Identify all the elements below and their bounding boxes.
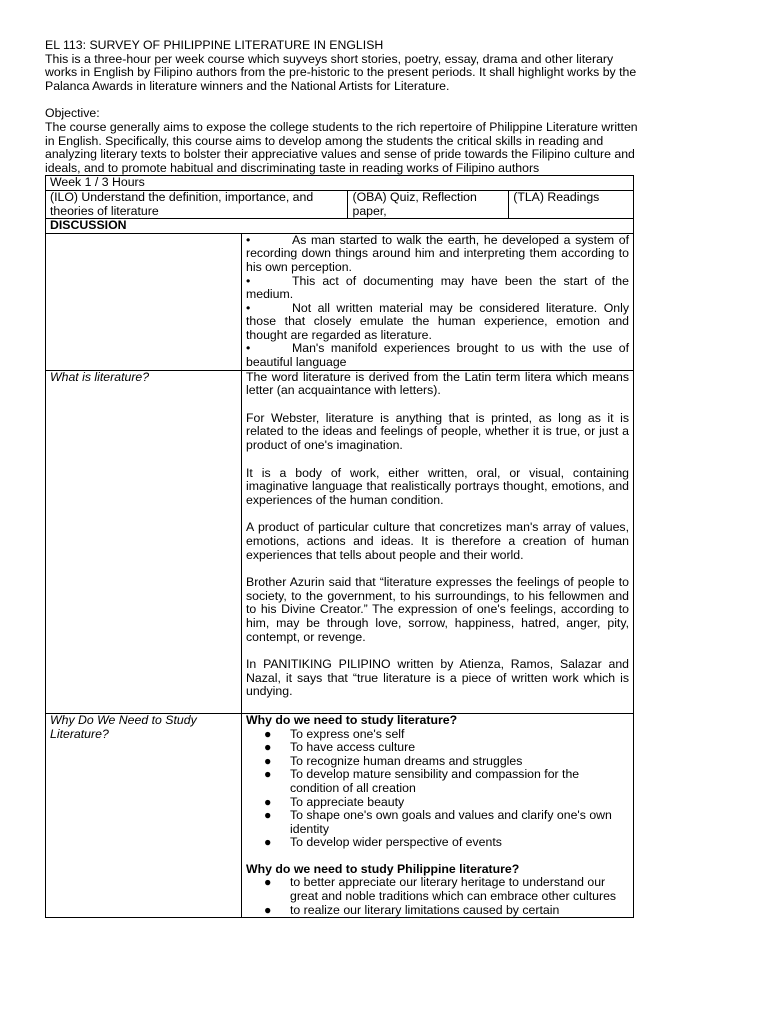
ph-item: ● to better appreciate our literary heritage to understand our great and noble traditions which can embrace other cultures [264, 875, 617, 904]
objective-line: analyzing literary texts to bolster their appreciative values and sense of pride towards the Filipino culture and [45, 147, 635, 162]
week-cell: Week 1 / 3 Hours [46, 176, 634, 191]
objective-line: The course generally aims to expose the college students to the rich repertoire of Philippine Literature written [45, 119, 638, 134]
intro-left-cell [46, 233, 242, 370]
discussion-header-row [46, 219, 634, 234]
intro-row [46, 233, 634, 370]
what-content [242, 370, 634, 713]
objective-label: Objective: [45, 106, 100, 121]
why-item: ● To develop wider perspective of events [264, 835, 502, 850]
what-paragraph: It is a body of work, either written, oral, or visual, containing imaginative language that realistically portrays thought, emotions, and experiences of the human condition. [246, 465, 629, 507]
ilo-cell: (ILO) Understand the definition, importance, and theories of literature [46, 191, 348, 218]
why-item: ● To appreciate beauty [264, 794, 405, 809]
oba-cell: (OBA) Quiz, Reflection paper, [348, 191, 509, 218]
discussion-label: DISCUSSION [46, 219, 634, 234]
intro-bullet: • This act of documenting may have been the start of the medium. [246, 273, 629, 302]
what-paragraph: The word literature is derived from the Latin term litera which means letter (an acquaintance with letters). [246, 369, 629, 398]
why-row [46, 713, 634, 917]
why-heading: Why do we need to study literature? [246, 712, 458, 727]
intro-bullets [242, 233, 634, 370]
why-item: ● To express one's self [264, 726, 405, 741]
what-paragraph: A product of particular culture that concretizes man's array of values, emotions, actions and ideas. It is therefore a creation of human experiences that tells about people and their world. [246, 520, 629, 562]
intro-bullet: • As man started to walk the earth, he developed a system of recording down things around him and interpreting them according to his own perception. [246, 232, 629, 274]
course-title: EL 113: SURVEY OF PHILIPPINE LITERATURE IN ENGLISH [45, 38, 384, 52]
what-paragraph: In PANITIKING PILIPINO written by Atienza, Ramos, Salazar and Nazal, it says that “true literature is a piece of written work which is undying. [246, 657, 629, 699]
description-line: Palanca Awards in literature winners and the National Artists for Literature. [45, 78, 450, 93]
description-line: This is a three-hour per week course which suyveys short stories, poetry, essay, drama and other literary [45, 51, 614, 66]
description-line: works in English by Filipino authors from the pre-historic to the present periods. It shall highlight works by the [45, 65, 637, 80]
ph-list [246, 876, 629, 917]
why-item: ● To have access culture [264, 740, 416, 755]
what-paragraph: Brother Azurin said that “literature expresses the feelings of people to society, to the government, to his surroundings, to his fellowmen and to his Divine Creator.” The expression of one's feelings, according to him, may be through love, sorrow, happiness, hatred, anger, pity, contempt, or revenge. [246, 575, 629, 644]
ph-item: ● to realize our literary limitations caused by certain [264, 902, 560, 917]
what-row [46, 370, 634, 713]
why-item: ● To develop mature sensibility and compassion for the condition of all creation [264, 767, 580, 795]
intro-bullet: • Man's manifold experiences brought to us with the use of beautiful language [246, 341, 629, 370]
why-item: ● To shape one's own goals and values and clarify one's own identity [264, 808, 612, 836]
what-paragraph: For Webster, literature is anything that is printed, as long as it is related to the ideas and feelings of people, whether it is true, or just a product of one's imagination. [246, 410, 629, 453]
what-label: What is literature? [46, 370, 242, 713]
why-label: Why Do We Need to Study Literature? [46, 713, 242, 917]
tla-cell: (TLA) Readings [513, 189, 600, 204]
syllabus-table [45, 175, 634, 918]
document-page [45, 39, 715, 918]
why-content [242, 713, 634, 917]
why-list [246, 728, 629, 850]
objective-line: in English. Specifically, this course aims to develop among the students the critical skills in reading and [45, 133, 604, 148]
why-item: ● To recognize human dreams and struggles [264, 753, 523, 768]
objective-line: ideals, and to promote habitual and discriminating taste in reading works of Filipino authors [45, 160, 540, 175]
week-row [46, 176, 634, 191]
intro-bullet: • Not all written material may be considered literature. Only those that closely emulate the human experience, emotion and thought are regarded as literature. [246, 300, 629, 342]
outcomes-row [46, 190, 634, 218]
ph-heading: Why do we need to study Philippine literature? [246, 861, 520, 876]
